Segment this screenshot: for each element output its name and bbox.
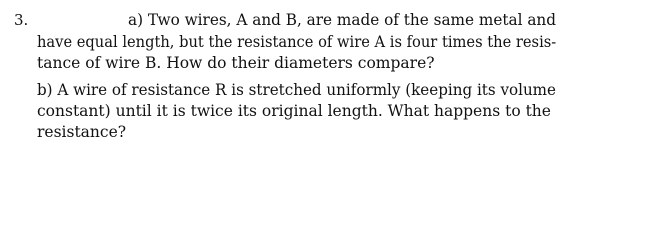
part-b-line-1: b) A wire of resistance R is stretched uniformly (keeping its volume: [37, 81, 556, 99]
part-a-line-3: tance of wire B. How do their diameters compare?: [37, 54, 435, 72]
problem-number: 3.: [14, 11, 29, 29]
part-a-line-2: have equal length, but the resistance of wire A is four times the resis-: [37, 33, 557, 51]
part-b-line-2: constant) until it is twice its original length. What happens to the: [37, 102, 551, 120]
part-a-line-1: a) Two wires, A and B, are made of the same metal and: [128, 11, 557, 29]
part-b-line-3: resistance?: [37, 123, 127, 141]
